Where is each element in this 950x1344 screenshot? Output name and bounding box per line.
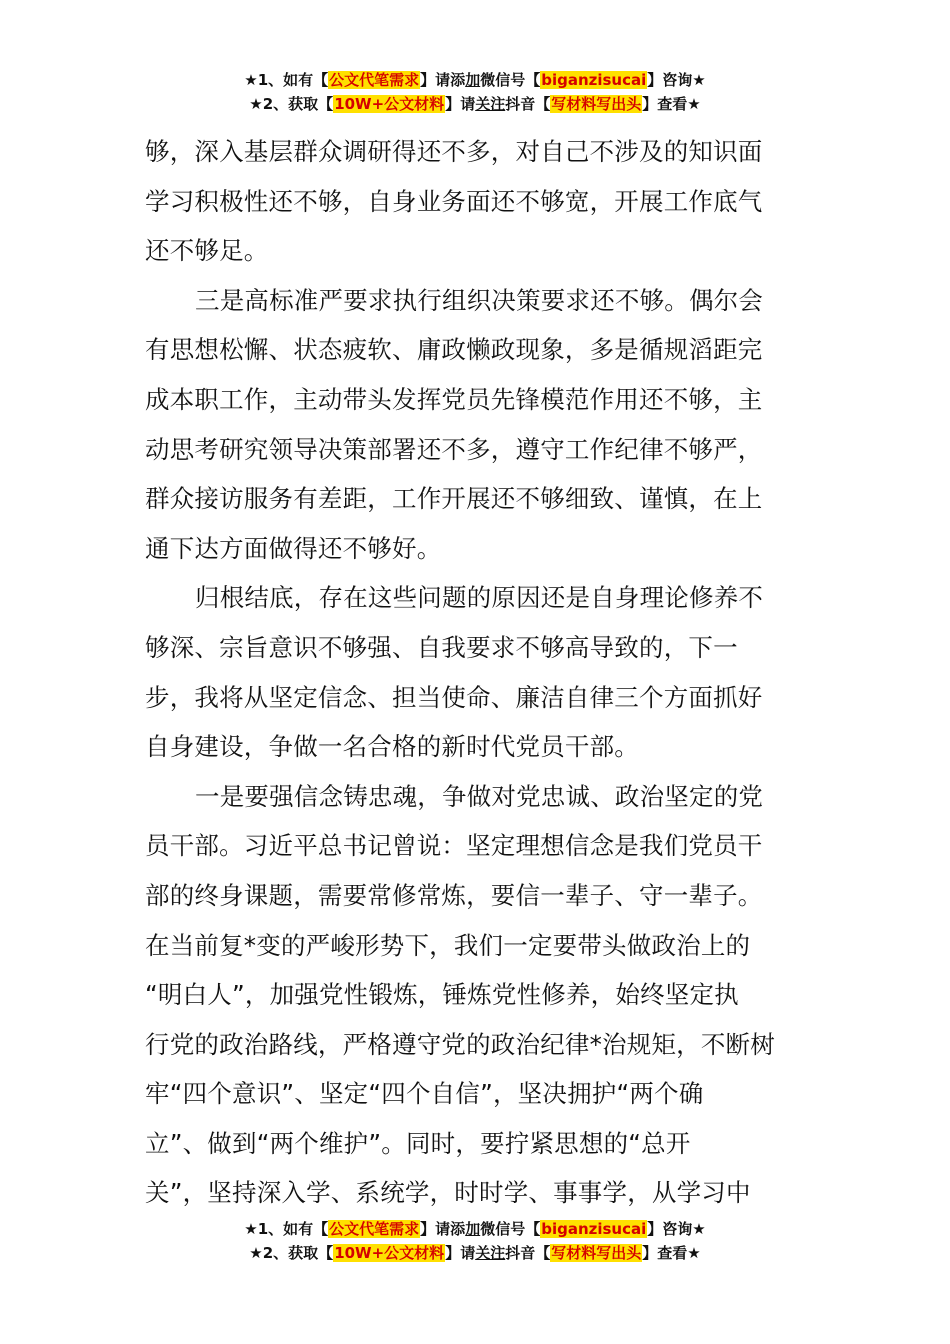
body-line: 立”、做到“两个维护”。同时，要拧紧思想的“总开 (145, 1128, 691, 1158)
banner-text: ★2、获取【 (249, 1244, 334, 1262)
document-body (145, 127, 807, 1218)
banner-text: 】请 (445, 1244, 476, 1262)
footer-banner (0, 1217, 950, 1265)
header-banner (0, 68, 950, 116)
banner-text: 】查看★ (642, 95, 701, 113)
body-line: 步，我将从坚定信念、担当使命、廉洁自律三个方面抓好 (145, 682, 763, 712)
body-line: 自身建设，争做一名合格的新时代党员干部。 (145, 732, 639, 762)
banner-line-1 (0, 68, 950, 92)
body-line: 够，深入基层群众调研得还不多，对自己不涉及的知识面 (145, 137, 763, 166)
highlight-douyin-account: 写材料写出头 (551, 1244, 642, 1262)
banner-text: 】请添 (420, 1220, 466, 1238)
body-line: 群众接访服务有差距，工作开展还不够细致、谨慎，在上 (145, 484, 763, 514)
banner-text: 】查看★ (642, 1244, 701, 1262)
body-line: 学习积极性还不够，自身业务面还不够宽，开展工作底气 (145, 186, 763, 216)
banner-underlined: 关注 (475, 95, 506, 113)
banner-underlined: 关注 (475, 1244, 506, 1262)
banner-line-2 (0, 1241, 950, 1265)
body-line: 通下达方面做得还不够好。 (145, 533, 442, 563)
banner-text: ★2、获取【 (249, 95, 334, 113)
body-line: 成本职工作，主动带头发挥党员先锋模范作用还不够，主 (145, 384, 763, 414)
highlight-wechat-id: biganzisucai (541, 71, 647, 89)
paragraph-start-line: 归根结底，存在这些问题的原因还是自身理论修养不 (195, 583, 764, 613)
highlight-service: 公文代笔需求 (329, 71, 420, 89)
banner-text: 】请添 (420, 71, 466, 89)
banner-line-1 (0, 1217, 950, 1241)
paragraph-start-line: 三是高标准严要求执行组织决策要求还不够。偶尔会 (195, 285, 764, 315)
body-line: 牢“四个意识”、坚定“四个自信”，坚决拥护“两个确 (145, 1079, 704, 1109)
body-line: 有思想松懈、状态疲软、庸政懒政现象，多是循规滔距完 (145, 335, 763, 365)
banner-text: ★1、如有【 (244, 71, 329, 89)
banner-text: 抖音【 (505, 95, 551, 113)
highlight-douyin-account: 写材料写出头 (551, 95, 642, 113)
body-line: 部的终身课题，需要常修常炼，要信一辈子、守一辈子。 (145, 880, 763, 910)
body-line: 行党的政治路线，严格遵守党的政治纪律*治规矩，不断树 (145, 1029, 775, 1059)
banner-text: 微信号【 (480, 71, 541, 89)
banner-text: 】咨询★ (647, 71, 706, 89)
highlight-materials: 10W+公文材料 (334, 95, 445, 113)
banner-underlined: 加 (465, 71, 481, 89)
highlight-materials: 10W+公文材料 (334, 1244, 445, 1262)
banner-text: 】咨询★ (647, 1220, 706, 1238)
body-line: “明白人”，加强党性锻炼，锤炼党性修养，始终坚定执 (145, 980, 739, 1010)
body-line: 关”，坚持深入学、系统学，时时学、事事学，从学习中 (145, 1178, 751, 1208)
banner-line-2 (0, 92, 950, 116)
banner-text: 微信号【 (480, 1220, 541, 1238)
body-line: 员干部。习近平总书记曾说：坚定理想信念是我们党员干 (145, 831, 763, 861)
highlight-service: 公文代笔需求 (329, 1220, 420, 1238)
banner-underlined: 加 (465, 1220, 481, 1238)
body-line: 动思考研究领导决策部署还不多，遵守工作纪律不够严， (145, 434, 763, 464)
banner-text: 抖音【 (505, 1244, 551, 1262)
paragraph-start-line: 一是要强信念铸忠魂，争做对党忠诚、政治坚定的党 (195, 781, 764, 811)
banner-text: ★1、如有【 (244, 1220, 329, 1238)
body-line: 还不够足。 (145, 236, 269, 266)
body-line: 够深、宗旨意识不够强、自我要求不够高导致的，下一 (145, 632, 738, 662)
highlight-wechat-id: biganzisucai (541, 1220, 647, 1238)
body-line: 在当前复*变的严峻形势下，我们一定要带头做政治上的 (145, 930, 751, 960)
banner-text: 】请 (445, 95, 476, 113)
